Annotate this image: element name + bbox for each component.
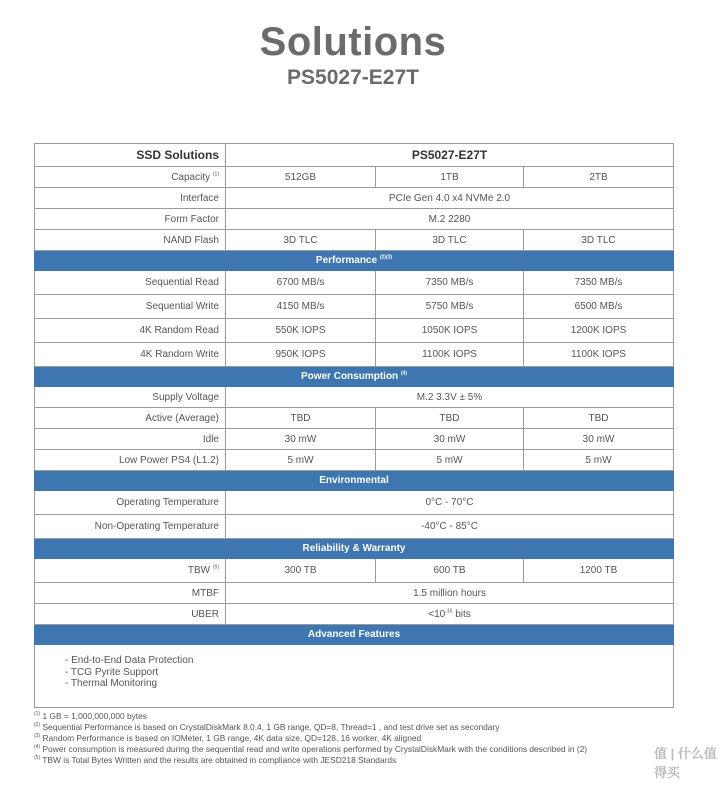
power-value: 5 mW (226, 450, 376, 471)
section-features-label: Advanced Features (35, 625, 674, 645)
section-performance (35, 251, 674, 271)
perf-value: 1100K IOPS (376, 343, 524, 367)
tbw-row (35, 559, 674, 583)
footnote: $^{(1)}$ 1 GB = 1,000,000,000 bytes (34, 711, 147, 721)
footnote: $^{(5)}$ TBW is Total Bytes Written and the results are obtained in compliance with JESD218 Standards (34, 755, 397, 765)
section-features (35, 625, 674, 645)
perf-value: 1100K IOPS (524, 343, 674, 367)
perf-value: 550K IOPS (226, 319, 376, 343)
page-title: Solutions (259, 20, 447, 64)
header-label: SSD Solutions (35, 144, 226, 167)
power-value: TBD (226, 408, 376, 429)
mtbf-row (35, 583, 674, 604)
interface-value: PCIe Gen 4.0 x4 NVMe 2.0 (226, 188, 674, 209)
spec-table (34, 143, 674, 708)
power-label: Active (Average) (35, 408, 226, 429)
table-row (35, 429, 674, 450)
power-value: TBD (524, 408, 674, 429)
perf-label: Sequential Write (35, 295, 226, 319)
power-value: 5 mW (524, 450, 674, 471)
watermark: 值 | 什么值得买 (654, 746, 717, 780)
table-row (35, 491, 674, 515)
form-factor-value: M.2 2280 (226, 209, 674, 230)
features-list (35, 645, 674, 708)
perf-label: 4K Random Read (35, 319, 226, 343)
section-power (35, 367, 674, 387)
uber-value: $<10^{-16}$ bits (226, 604, 674, 625)
env-value: -40°C - 85°C (226, 515, 674, 539)
power-value: 5 mW (376, 450, 524, 471)
env-label: Operating Temperature (35, 491, 226, 515)
perf-value: 4150 MB/s (226, 295, 376, 319)
footnote: $^{(2)}$ Sequential Performance is based on CrystalDiskMark 8.0.4, 1 GB range, QD=8, Thread=1 , and test drive set as secondary (34, 722, 500, 732)
uber-label: UBER (35, 604, 226, 625)
table-row (35, 295, 674, 319)
mtbf-label: MTBF (35, 583, 226, 604)
nand-row (35, 230, 674, 251)
power-value: TBD (376, 408, 524, 429)
page-subtitle: PS5027-E27T (287, 66, 419, 89)
nand-label: NAND Flash (35, 230, 226, 251)
tbw-value-1: 300 TB (226, 559, 376, 583)
perf-label: Sequential Read (35, 271, 226, 295)
section-reliability-label: Reliability & Warranty (35, 539, 674, 559)
section-reliability (35, 539, 674, 559)
interface-label: Interface (35, 188, 226, 209)
capacity-value-2: 1TB (376, 167, 524, 188)
capacity-value-1: 512GB (226, 167, 376, 188)
uber-row (35, 604, 674, 625)
mtbf-value: 1.5 million hours (226, 583, 674, 604)
tbw-value-3: 1200 TB (524, 559, 674, 583)
env-label: Non-Operating Temperature (35, 515, 226, 539)
header-product: PS5027-E27T (226, 144, 674, 167)
capacity-value-3: 2TB (524, 167, 674, 188)
perf-label: 4K Random Write (35, 343, 226, 367)
table-row (35, 319, 674, 343)
perf-value: 7350 MB/s (524, 271, 674, 295)
table-row (35, 408, 674, 429)
perf-value: 6700 MB/s (226, 271, 376, 295)
power-value: 30 mW (376, 429, 524, 450)
perf-value: 950K IOPS (226, 343, 376, 367)
env-value: 0°C - 70°C (226, 491, 674, 515)
form-factor-label: Form Factor (35, 209, 226, 230)
section-power-label: Power Consumption $^{(4)}$ (35, 367, 674, 387)
table-row (35, 271, 674, 295)
supply-voltage-label: Supply Voltage (35, 387, 226, 408)
form-factor-row (35, 209, 674, 230)
table-row (35, 515, 674, 539)
section-performance-label: Performance $^{(2)(3)}$ (35, 251, 674, 271)
table-row (35, 450, 674, 471)
supply-voltage-value: M.2 3.3V ± 5% (226, 387, 674, 408)
nand-value-3: 3D TLC (524, 230, 674, 251)
power-value: 30 mW (524, 429, 674, 450)
capacity-row (35, 167, 674, 188)
footnotes (34, 711, 694, 766)
list-item: - End-to-End Data Protection (65, 655, 194, 666)
list-item: - Thermal Monitoring (65, 678, 158, 689)
nand-value-1: 3D TLC (226, 230, 376, 251)
perf-value: 5750 MB/s (376, 295, 524, 319)
section-environmental-label: Environmental (35, 471, 674, 491)
list-item: - TCG Pyrite Support (65, 666, 159, 678)
perf-value: 1200K IOPS (524, 319, 674, 343)
perf-value: 1050K IOPS (376, 319, 524, 343)
perf-value: 7350 MB/s (376, 271, 524, 295)
interface-row (35, 188, 674, 209)
footnote: $^{(4)}$ Power consumption is measured during the sequential read and write operations performed by CrystalDiskMark with the conditions described in (2) (34, 744, 588, 754)
section-environmental (35, 471, 674, 491)
footnote: $^{(3)}$ Random Performance is based on IOMeter, 1 GB range, 4K data size, QD=128, 16 worker, 4K aligned (34, 733, 422, 743)
power-label: Low Power PS4 (L1.2) (35, 450, 226, 471)
table-header-row (35, 144, 674, 167)
power-label: Idle (35, 429, 226, 450)
features-row (35, 645, 674, 708)
nand-value-2: 3D TLC (376, 230, 524, 251)
table-row (35, 343, 674, 367)
tbw-label: TBW $^{(5)}$ (35, 559, 226, 583)
capacity-label: Capacity $^{(1)}$ (35, 167, 226, 188)
tbw-value-2: 600 TB (376, 559, 524, 583)
perf-value: 6500 MB/s (524, 295, 674, 319)
supply-voltage-row (35, 387, 674, 408)
power-value: 30 mW (226, 429, 376, 450)
